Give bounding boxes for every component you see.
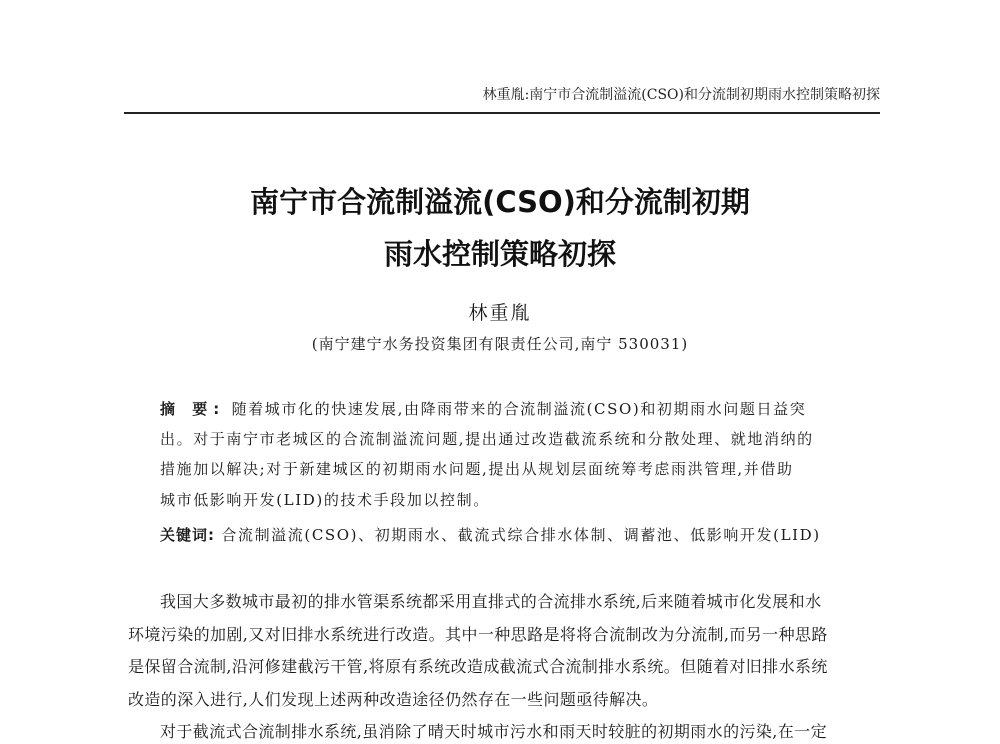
author-name: 林重胤 [468,302,532,324]
paper-title-line-2: 雨水控制策略初探 [383,237,616,271]
abstract-line-1 [160,398,806,420]
body-paragraph-1-line-1: 我国大多数城市最初的排水管渠系统都采用直排式的合流排水系统,后来随着城市化发展和水 [160,592,822,611]
abstract-line-2: 出。对于南宁市老城区的合流制溢流问题,提出通过改造截流系统和分散处理、就地消纳的 [160,430,814,448]
running-header: 林重胤:南宁市合流制溢流(CSO)和分流制初期雨水控制策略初探 [482,87,880,103]
abstract-line-3: 措施加以解决;对于新建城区的初期雨水问题,提出从规划层面统筹考虑雨洪管理,并借助 [160,460,794,478]
author-affiliation: (南宁建宁水务投资集团有限责任公司,南宁 530031) [311,335,689,353]
abstract-text-1: 随着城市化的快速发展,由降雨带来的合流制溢流(CSO)和初期雨水问题日益突 [231,400,807,418]
body-paragraph-1-line-4: 改造的深入进行,人们发现上述两种改造途径仍然存在一些问题亟待解决。 [128,690,659,709]
keywords-line [160,524,821,546]
keywords-label: 关键词: [160,526,215,544]
keywords-text: 合流制溢流(CSO)、初期雨水、截流式综合排水体制、调蓄池、低影响开发(LID) [221,526,821,544]
body-paragraph-1-line-3: 是保留合流制,沿河修建截污干管,将原有系统改造成截流式合流制排水系统。但随着对旧排水系统 [128,657,828,676]
abstract-line-4: 城市低影响开发(LID)的技术手段加以控制。 [160,491,490,509]
body-paragraph-1-line-2: 环境污染的加剧,又对旧排水系统进行改造。其中一种思路是将将合流制改为分流制,而另一种思路 [128,625,828,644]
paper-title-line-1: 南宁市合流制溢流(CSO)和分流制初期 [250,185,750,219]
abstract-label: 摘 要: [160,400,226,418]
body-paragraph-2-line-1: 对于截流式合流制排水系统,虽消除了晴天时城市污水和雨天时较脏的初期雨水的污染,在一定 [160,722,827,741]
header-rule [124,112,880,114]
